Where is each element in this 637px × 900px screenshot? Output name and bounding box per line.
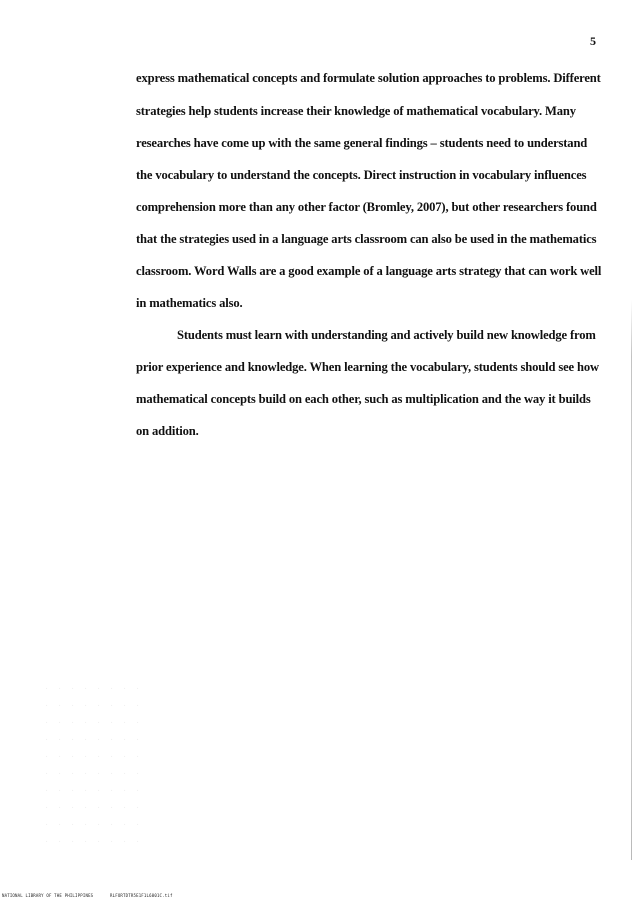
text-line: the vocabulary to understand the concepts. Direct instruction in vocabulary influences <box>136 168 587 182</box>
scan-edge <box>631 300 632 860</box>
footer-file-id: RLFORTDTR5E1F1L6001C.tif <box>110 893 173 898</box>
text-line: comprehension more than any other factor (Bromley, 2007), but other researchers found <box>136 200 597 214</box>
text-line: researches have come up with the same general findings – students need to understand <box>136 136 588 150</box>
scan-noise <box>40 680 150 850</box>
footer-library-name: NATIONAL LIBRARY OF THE PHILIPPINES <box>2 893 94 898</box>
text-line: classroom. Word Walls are a good example of a language arts strategy that can work well <box>136 264 602 278</box>
text-line: Students must learn with understanding and actively build new knowledge from <box>177 328 596 342</box>
text-line: that the strategies used in a language arts classroom can also be used in the mathematics <box>136 232 597 246</box>
text-line: prior experience and knowledge. When learning the vocabulary, students should see how <box>136 360 599 374</box>
page-number: 5 <box>590 34 596 48</box>
text-line: strategies help students increase their knowledge of mathematical vocabulary. Many <box>136 104 576 118</box>
text-line: on addition. <box>136 424 199 438</box>
text-line: in mathematics also. <box>136 296 243 310</box>
text-line: mathematical concepts build on each other, such as multiplication and the way it builds <box>136 392 591 406</box>
text-line: express mathematical concepts and formulate solution approaches to problems. Different <box>136 71 601 85</box>
